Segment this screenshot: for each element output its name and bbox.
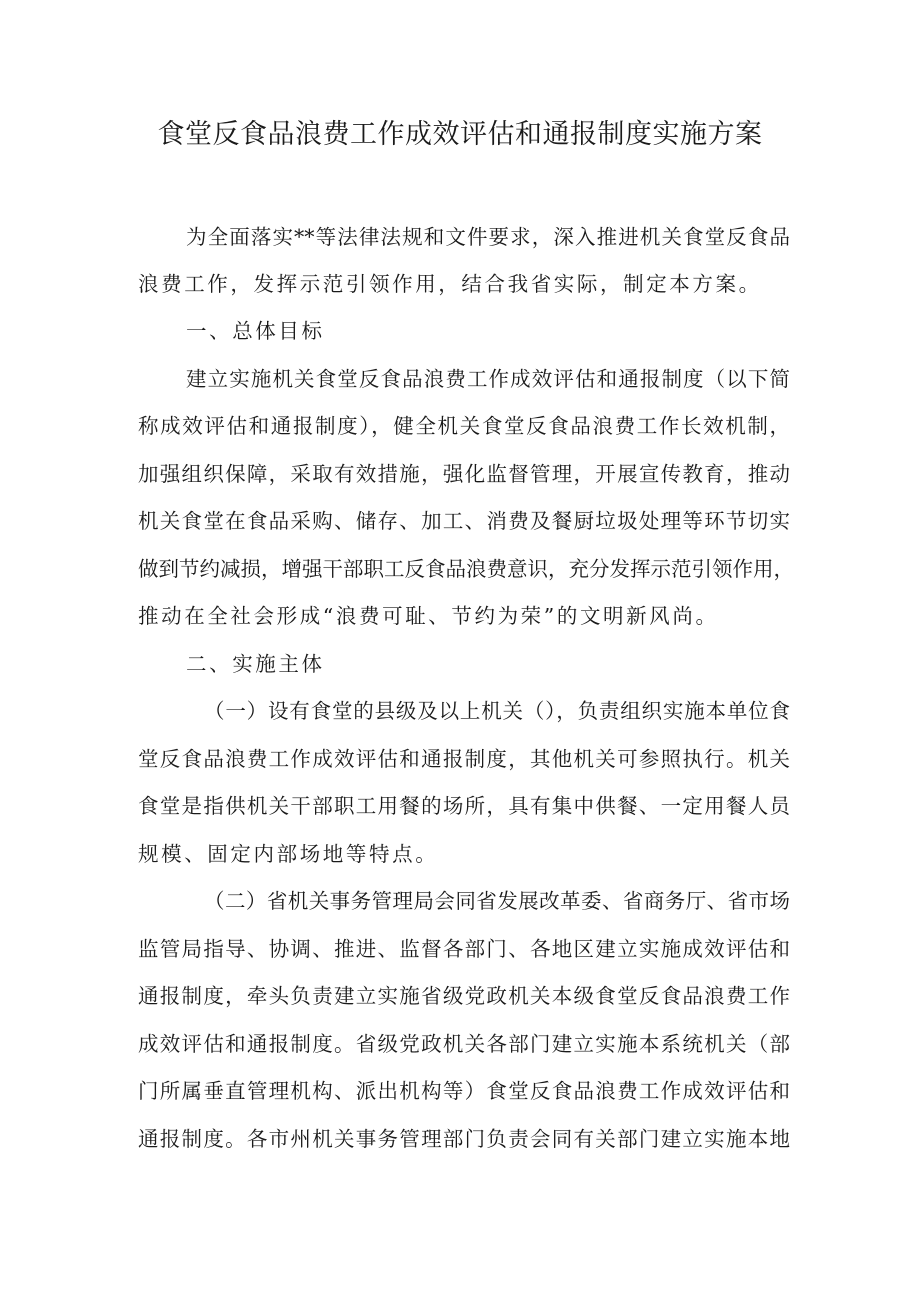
paragraph-line: 建立实施机关食堂反食品浪费工作成效评估和通报制度（以下简 bbox=[186, 367, 790, 391]
paragraph-line: 做到节约减损，增强干部职工反食品浪费意识，充分发挥示范引领作用， bbox=[138, 557, 794, 581]
paragraph-line: 称成效评估和通报制度），健全机关食堂反食品浪费工作长效机制， bbox=[138, 414, 790, 438]
paragraph-line: 加强组织保障，采取有效措施，强化监督管理，开展宣传教育，推动 bbox=[138, 462, 790, 486]
paragraph-line: 堂反食品浪费工作成效评估和通报制度，其他机关可参照执行。机关 bbox=[138, 747, 790, 771]
paragraph-line: 规模、固定内部场地等特点。 bbox=[138, 842, 439, 866]
paragraph-line: 食堂是指供机关干部职工用餐的场所，具有集中供餐、一定用餐人员 bbox=[138, 794, 790, 818]
paragraph-line: 成效评估和通报制度。省级党政机关各部门建立实施本系统机关（部 bbox=[138, 1032, 790, 1056]
paragraph-line: 通报制度，牵头负责建立实施省级党政机关本级食堂反食品浪费工作 bbox=[138, 984, 790, 1008]
paragraph-line: 浪费工作，发挥示范引领作用，结合我省实际，制定本方案。 bbox=[138, 272, 762, 296]
paragraph-line: （一）设有食堂的县级及以上机关（），负责组织实施本单位食 bbox=[204, 699, 790, 723]
document-title: 食堂反食品浪费工作成效评估和通报制度实施方案 bbox=[157, 119, 763, 150]
paragraph-line: 门所属垂直管理机构、派出机构等）食堂反食品浪费工作成效评估和 bbox=[138, 1079, 790, 1103]
paragraph-line: 机关食堂在食品采购、储存、加工、消费及餐厨垃圾处理等环节切实 bbox=[138, 509, 790, 533]
paragraph-line: 通报制度。各市州机关事务管理部门负责会同有关部门建立实施本地 bbox=[138, 1127, 790, 1151]
paragraph-line: （二）省机关事务管理局会同省发展改革委、省商务厅、省市场 bbox=[204, 889, 790, 913]
paragraph-line: 推动在全社会形成“浪费可耻、节约为荣”的文明新风尚。 bbox=[138, 604, 719, 628]
paragraph-line: 监管局指导、协调、推进、监督各部门、各地区建立实施成效评估和 bbox=[138, 937, 790, 961]
section-heading: 一、总体目标 bbox=[186, 319, 325, 343]
paragraph-line: 为全面落实**等法律法规和文件要求，深入推进机关食堂反食品 bbox=[186, 225, 790, 249]
section-heading: 二、实施主体 bbox=[186, 652, 325, 676]
